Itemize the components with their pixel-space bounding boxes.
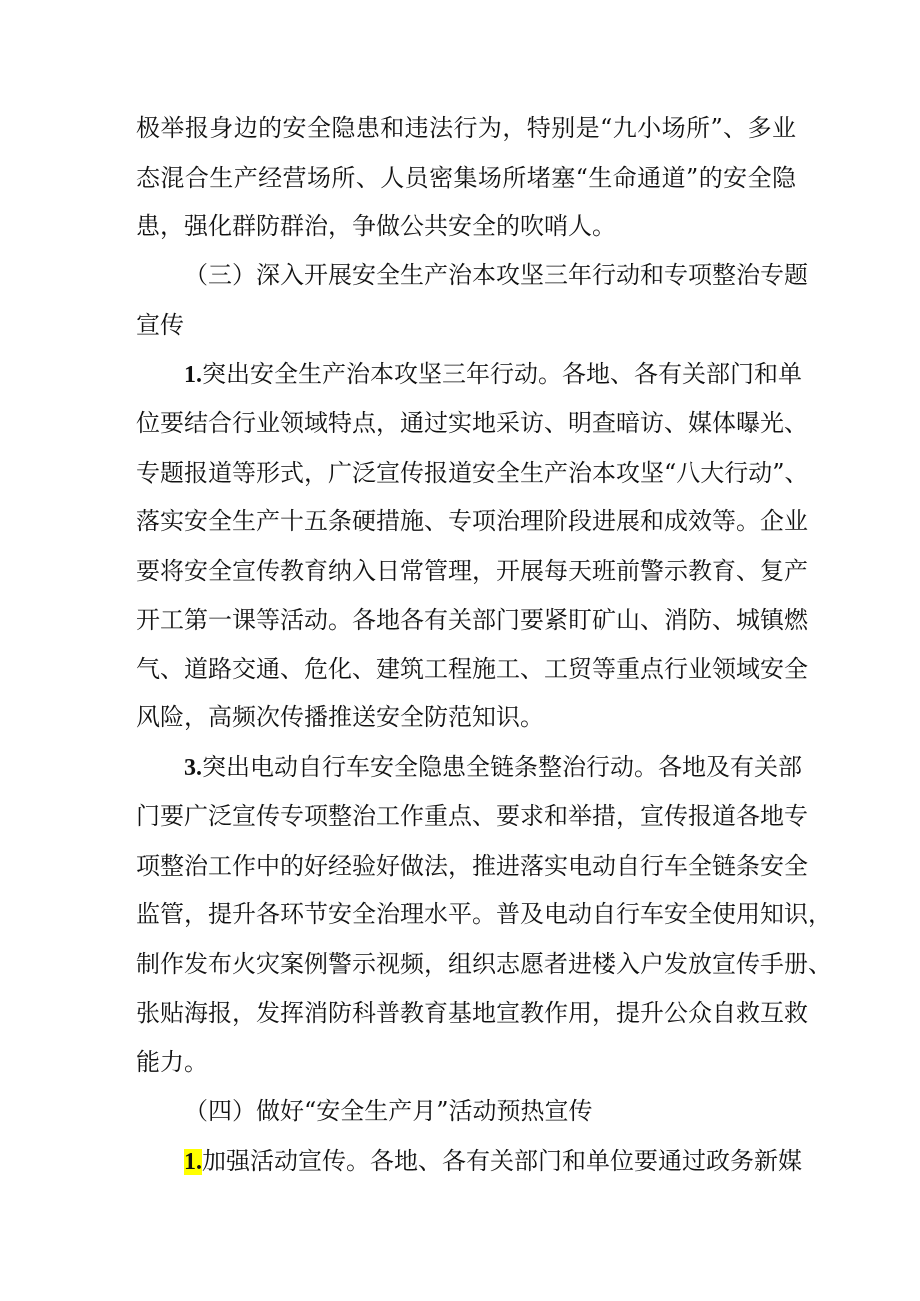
item-title-text: 突出安全生产治本攻坚三年行动。各地、各有关部门和单 <box>202 360 802 388</box>
text-line: 患，强化群防群治，争做公共安全的吹哨人。 <box>136 212 616 240</box>
text-line: 位要结合行业领域特点，通过实地采访、明查暗访、媒体曝光、 <box>136 409 808 437</box>
text-line: 开工第一课等活动。各地各有关部门要紧盯矿山、消防、城镇燃 <box>136 606 808 634</box>
section-heading-cont: 宣传 <box>136 311 184 339</box>
item-title-text: 加强活动宣传。各地、各有关部门和单位要通过政务新媒 <box>202 1147 802 1175</box>
text-line: 项整治工作中的好经验好做法，推进落实电动自行车全链条安全 <box>136 852 808 880</box>
item-first-line <box>184 752 802 782</box>
text-line: 态混合生产经营场所、人员密集场所堵塞“生命通道”的安全隐 <box>136 164 796 192</box>
text-line: 落实安全生产十五条硬措施、专项治理阶段进展和成效等。企业 <box>136 507 808 535</box>
text-line: 监管，提升各环节安全治理水平。普及电动自行车安全使用知识， <box>136 900 832 928</box>
highlighted-item-number: 1. <box>184 1149 202 1175</box>
item-number: 3. <box>184 755 202 781</box>
item-title-text: 突出电动自行车安全隐患全链条整治行动。各地及有关部 <box>202 753 802 781</box>
text-line: 门要广泛宣传专项整治工作重点、要求和举措，宣传报道各地专 <box>136 802 808 830</box>
text-line: 风险，高频次传播推送安全防范知识。 <box>136 703 544 731</box>
section-heading: （四）做好“安全生产月”活动预热宣传 <box>184 1097 593 1125</box>
text-line: 极举报身边的安全隐患和违法行为，特别是“九小场所”、多业 <box>136 114 796 142</box>
item-first-line <box>184 359 802 389</box>
text-line: 能力。 <box>136 1048 208 1076</box>
item-first-line <box>184 1146 802 1176</box>
text-line: 张贴海报，发挥消防科普教育基地宣教作用，提升公众自救互救 <box>136 999 808 1027</box>
item-number: 1. <box>184 362 202 388</box>
text-line: 制作发布火灾案例警示视频，组织志愿者进楼入户发放宣传手册、 <box>136 950 832 978</box>
text-line: 专题报道等形式，广泛宣传报道安全生产治本攻坚“八大行动”、 <box>136 459 809 487</box>
section-heading: （三）深入开展安全生产治本攻坚三年行动和专项整治专题 <box>184 261 808 289</box>
text-line: 要将安全宣传教育纳入日常管理，开展每天班前警示教育、复产 <box>136 557 808 585</box>
text-line: 气、道路交通、危化、建筑工程施工、工贸等重点行业领域安全 <box>136 655 808 683</box>
